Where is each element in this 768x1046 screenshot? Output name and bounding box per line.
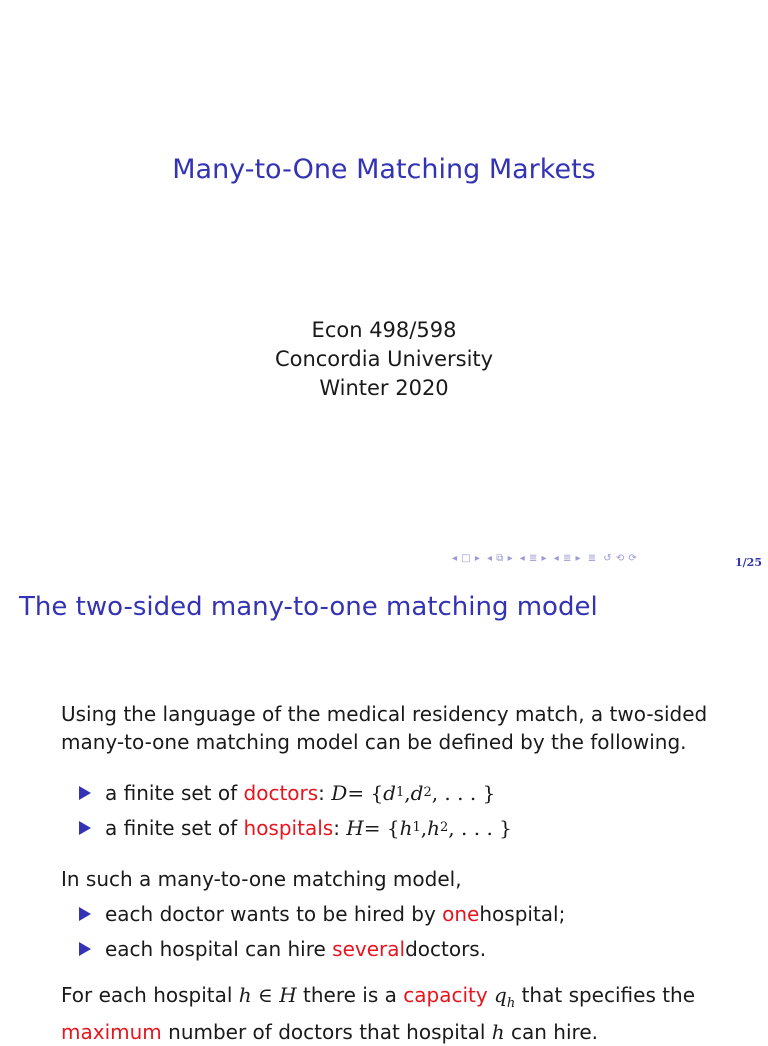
bullet-triangle-icon	[79, 942, 91, 956]
intro-line-2: many-to-one matching model can be defined by the following.	[61, 730, 687, 754]
math-sub: 1	[395, 785, 405, 800]
text-run: can hire.	[504, 1020, 598, 1044]
highlight-term: maximum	[61, 1020, 162, 1044]
text-run: that specifies the	[515, 983, 696, 1007]
math-var: q	[494, 983, 507, 1007]
highlight-term: doctors	[243, 780, 319, 805]
list-item: a finite set of hospitals : H = { h 1 , h 2 , . . . }	[79, 810, 512, 845]
math-elem: d	[410, 780, 424, 805]
nav-search-icon[interactable]: ↺ ⟲ ⟳	[603, 553, 638, 564]
list-item	[79, 896, 565, 931]
nav-section-icon[interactable]: ◂ ≣ ▸	[519, 553, 548, 564]
math-op: ∈	[251, 983, 280, 1007]
course-code: Econ 498/598	[311, 318, 457, 342]
bullet-triangle-icon	[79, 786, 91, 800]
list-item	[79, 931, 565, 966]
math-tail: , . . . }	[431, 780, 496, 805]
author-info	[0, 316, 768, 403]
highlight-term: hospitals	[243, 815, 334, 840]
math-var: H	[279, 983, 297, 1007]
content-slide	[0, 576, 768, 1044]
definition-list	[79, 775, 512, 845]
university-name: Concordia University	[274, 347, 494, 371]
math-sub: h	[506, 996, 516, 1011]
highlight-term: capacity	[403, 983, 488, 1007]
bullet-suffix: doctors.	[405, 936, 487, 961]
frame-title: The two-sided many-to-one matching model	[19, 592, 598, 622]
math-sub: 1	[412, 820, 421, 835]
presentation-title: Many-to-One Matching Markets	[172, 154, 596, 185]
nav-document-icon[interactable]: ◂ ≣ ▸	[553, 553, 582, 564]
page-number: 1/25	[735, 556, 762, 569]
colon: :	[333, 815, 340, 840]
text-run: For each hospital	[61, 983, 239, 1007]
intro-line-1: Using the language of the medical residency match, a two-sided	[61, 702, 708, 726]
beamer-nav-bar	[452, 553, 640, 569]
colon: :	[318, 780, 325, 805]
bullet-text: each doctor wants to be hired by	[105, 901, 436, 926]
nav-subsection-icon[interactable]: ◂ ⧉ ▸	[487, 553, 514, 564]
math-eq: = {	[347, 780, 384, 805]
nav-frame-icon[interactable]: ◂ □ ▸	[452, 553, 481, 564]
math-var: H	[346, 815, 364, 840]
bullet-text: a finite set of	[105, 780, 238, 805]
bullet-text: a finite set of	[105, 815, 238, 840]
math-var: h	[238, 983, 252, 1007]
capacity-paragraph	[61, 981, 741, 1046]
text-run: number of doctors that hospital	[161, 1020, 492, 1044]
math-sub: 2	[440, 820, 449, 835]
nav-toc-icon[interactable]: ≣	[587, 553, 597, 564]
math-elem: d	[383, 780, 396, 805]
highlight-term: one	[442, 901, 480, 926]
math-var: D	[331, 780, 348, 805]
model-list	[79, 896, 565, 966]
math-tail: , . . . }	[448, 815, 512, 840]
math-sub: 2	[423, 785, 432, 800]
bullet-triangle-icon	[79, 821, 91, 835]
bullet-triangle-icon	[79, 907, 91, 921]
math-elem: h	[427, 815, 441, 840]
text-run: there is a	[296, 983, 404, 1007]
intro-paragraph	[61, 700, 721, 756]
math-var: h	[491, 1020, 505, 1044]
list-item: a finite set of doctors : D = { d 1 , d 2 , . . . }	[79, 775, 512, 810]
term: Winter 2020	[319, 376, 449, 400]
math-elem: h	[399, 815, 413, 840]
bullet-text: each hospital can hire	[105, 936, 326, 961]
math-eq: = {	[363, 815, 400, 840]
model-paragraph: In such a many-to-one matching model,	[61, 867, 462, 891]
bullet-suffix: hospital;	[479, 901, 566, 926]
highlight-term: several	[332, 936, 406, 961]
